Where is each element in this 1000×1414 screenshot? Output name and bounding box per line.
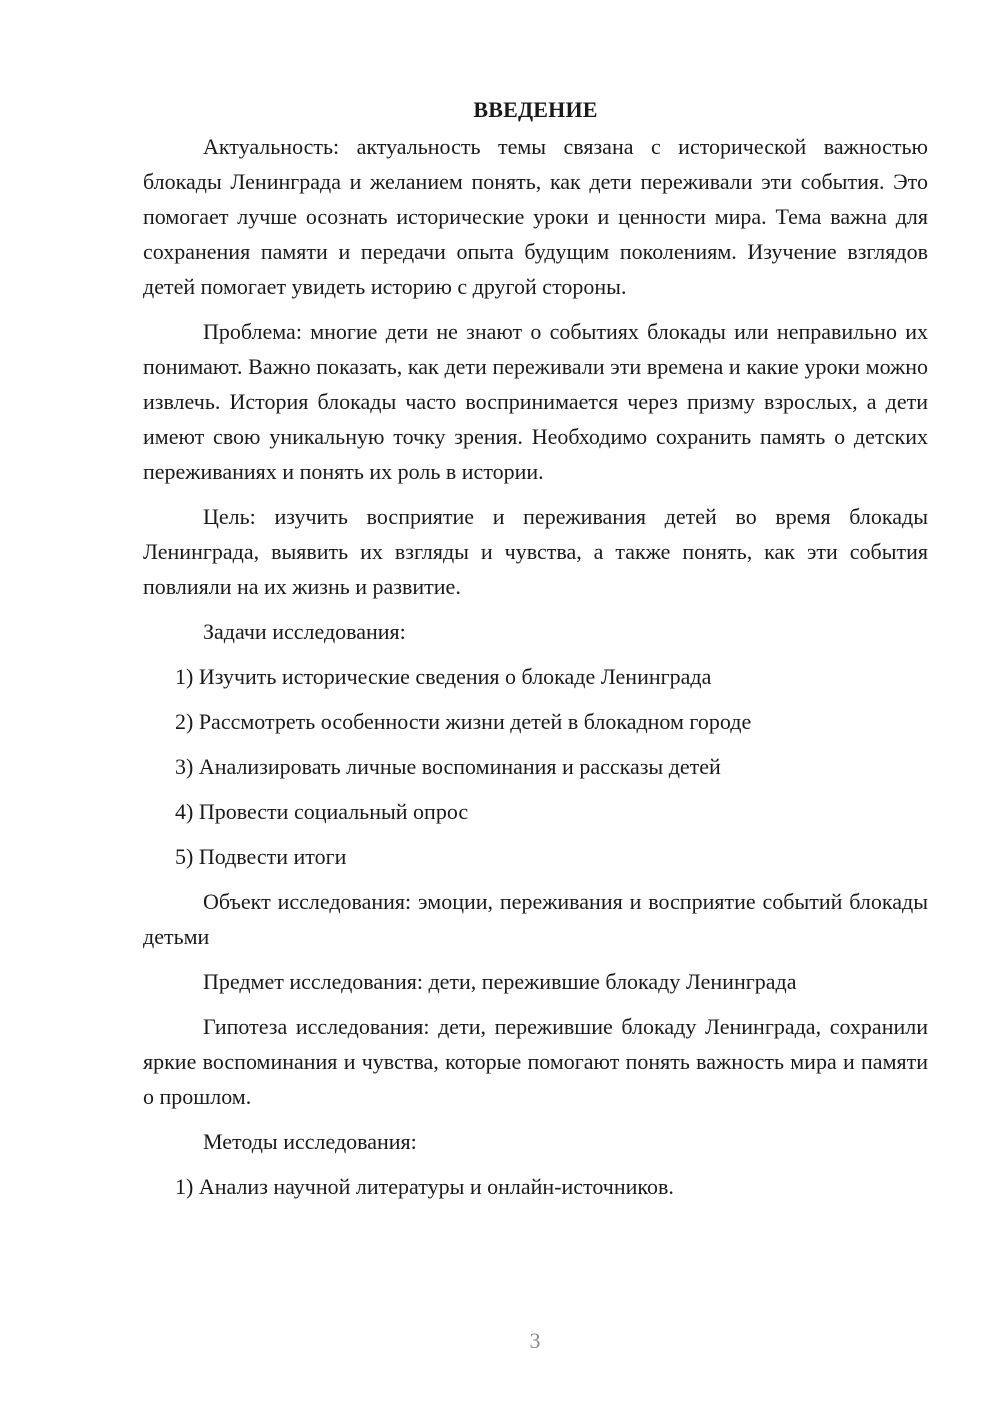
goal-paragraph: Цель: изучить восприятие и переживания детей во время блокады Ленинграда, выявить их взгляды и чувства, а также понять, как эти события повлияли на их жизнь и развитие. [143,504,928,599]
page-number: 3 [529,1328,541,1353]
task-item: 2) Рассмотреть особенности жизни детей в блокадном городе [175,709,752,734]
task-item: 3) Анализировать личные воспоминания и рассказы детей [175,754,721,779]
task-item: 4) Провести социальный опрос [175,799,469,824]
task-item: 5) Подвести итоги [175,844,347,869]
document-page [143,92,928,1214]
task-item: 1) Изучить исторические сведения о блокаде Ленинграда [175,664,712,689]
tasks-list [143,659,928,874]
method-item: 1) Анализ научной литературы и онлайн-источников. [175,1174,674,1199]
methods-list [143,1169,928,1204]
subject-paragraph: Предмет исследования: дети, пережившие блокаду Ленинграда [203,969,797,994]
object-paragraph: Объект исследования: эмоции, переживания и восприятие событий блокады детьми [143,889,928,949]
hypothesis-paragraph: Гипотеза исследования: дети, пережившие блокаду Ленинграда, сохранили яркие воспоминания и чувства, которые помогают понять важность мира и памяти о прошлом. [143,1014,928,1109]
section-heading: ВВЕДЕНИЕ [473,97,598,122]
relevance-paragraph: Актуальность: актуальность темы связана с исторической важностью блокады Ленинграда и желанием понять, как дети переживали эти события. Это помогает лучше осознать исторические уроки и ценности мира. Тема важна для сохранения памяти и передачи опыта будущим поколениям. Изучение взглядов детей помогает увидеть историю с другой стороны. [143,134,928,299]
problem-paragraph: Проблема: многие дети не знают о событиях блокады или неправильно их понимают. Важно показать, как дети переживали эти времена и какие уроки можно извлечь. История блокады часто воспринимается через призму взрослых, а дети имеют свою уникальную точку зрения. Необходимо сохранить память о детских переживаниях и понять их роль в истории. [143,319,928,484]
methods-title: Методы исследования: [203,1129,417,1154]
tasks-title: Задачи исследования: [203,619,406,644]
